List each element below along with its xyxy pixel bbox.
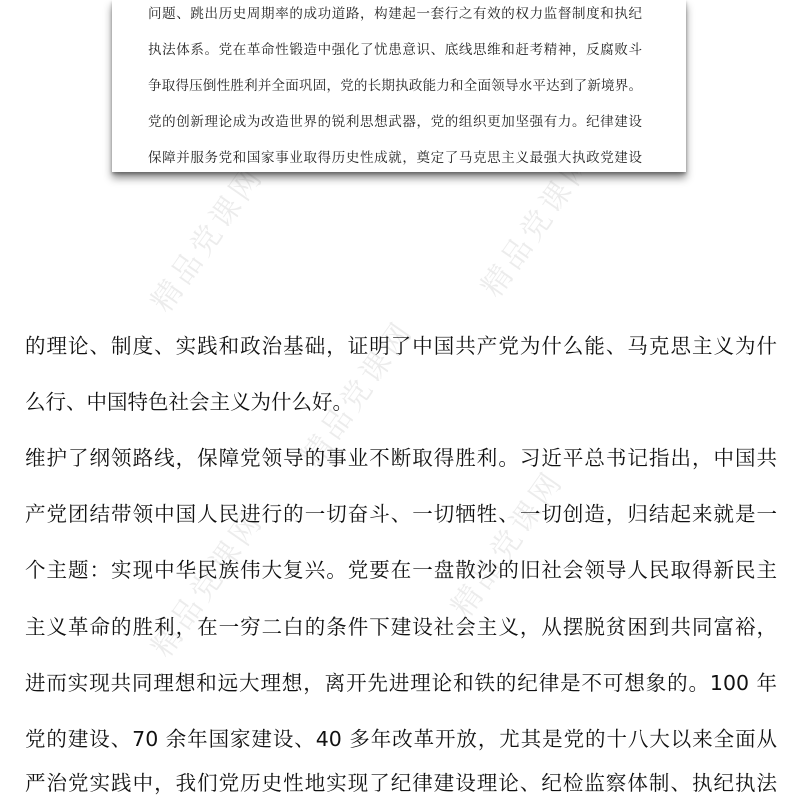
card-text-line: 问题、跳出历史周期率的成功道路，构建起一套行之有效的权力监督制度和执纪 — [148, 6, 642, 22]
body-text-line: 产党团结带领中国人民进行的一切奋斗、一切牺牲、一切创造，归结起来就是一 — [25, 502, 777, 526]
body-text-line: 个主题：实现中华民族伟大复兴。党要在一盘散沙的旧社会领导人民取得新民主 — [25, 558, 777, 582]
card-text-line: 保障并服务党和国家事业取得历史性成就，奠定了马克思主义最强大执政党建设 — [148, 150, 642, 166]
body-text-line: 进而实现共同理想和远大理想，离开先进理论和铁的纪律是不可想象的。100 年 — [25, 671, 777, 695]
watermark: 精品党课网 — [144, 159, 271, 319]
card-text-line: 执法体系。党在革命性锻造中强化了忧患意识、底线思维和赶考精神，反腐败斗 — [148, 42, 642, 58]
card-text-line: 党的创新理论成为改造世界的锐利思想武器，党的组织更加坚强有力。纪律建设 — [148, 114, 642, 130]
body-text-line: 么行、中国特色社会主义为什么好。 — [25, 390, 353, 414]
card-text-line: 争取得压倒性胜利并全面巩固，党的长期执政能力和全面领导水平达到了新境界。 — [148, 78, 642, 94]
watermark: 精品党课网 — [444, 464, 571, 624]
body-text-line: 的理论、制度、实践和政治基础，证明了中国共产党为什么能、马克思主义为什 — [25, 334, 777, 358]
watermark: 精品党课网 — [474, 144, 601, 304]
body-text-line: 党的建设、70 余年国家建设、40 多年改革开放，尤其是党的十八大以来全面从 — [25, 727, 777, 751]
body-text-line: 严治党实践中，我们党历史性地实现了纪律建设理论、纪检监察体制、执纪执法 — [25, 771, 777, 795]
watermark: 精品党课网 — [294, 314, 421, 474]
body-text-line: 主义革命的胜利，在一穷二白的条件下建设社会主义，从摆脱贫困到共同富裕， — [25, 615, 777, 639]
body-text-line: 维护了纲领路线，保障党领导的事业不断取得胜利。习近平总书记指出，中国共 — [25, 446, 777, 470]
watermark: 精品党课网 — [144, 504, 271, 664]
embedded-document-card — [112, 0, 686, 172]
